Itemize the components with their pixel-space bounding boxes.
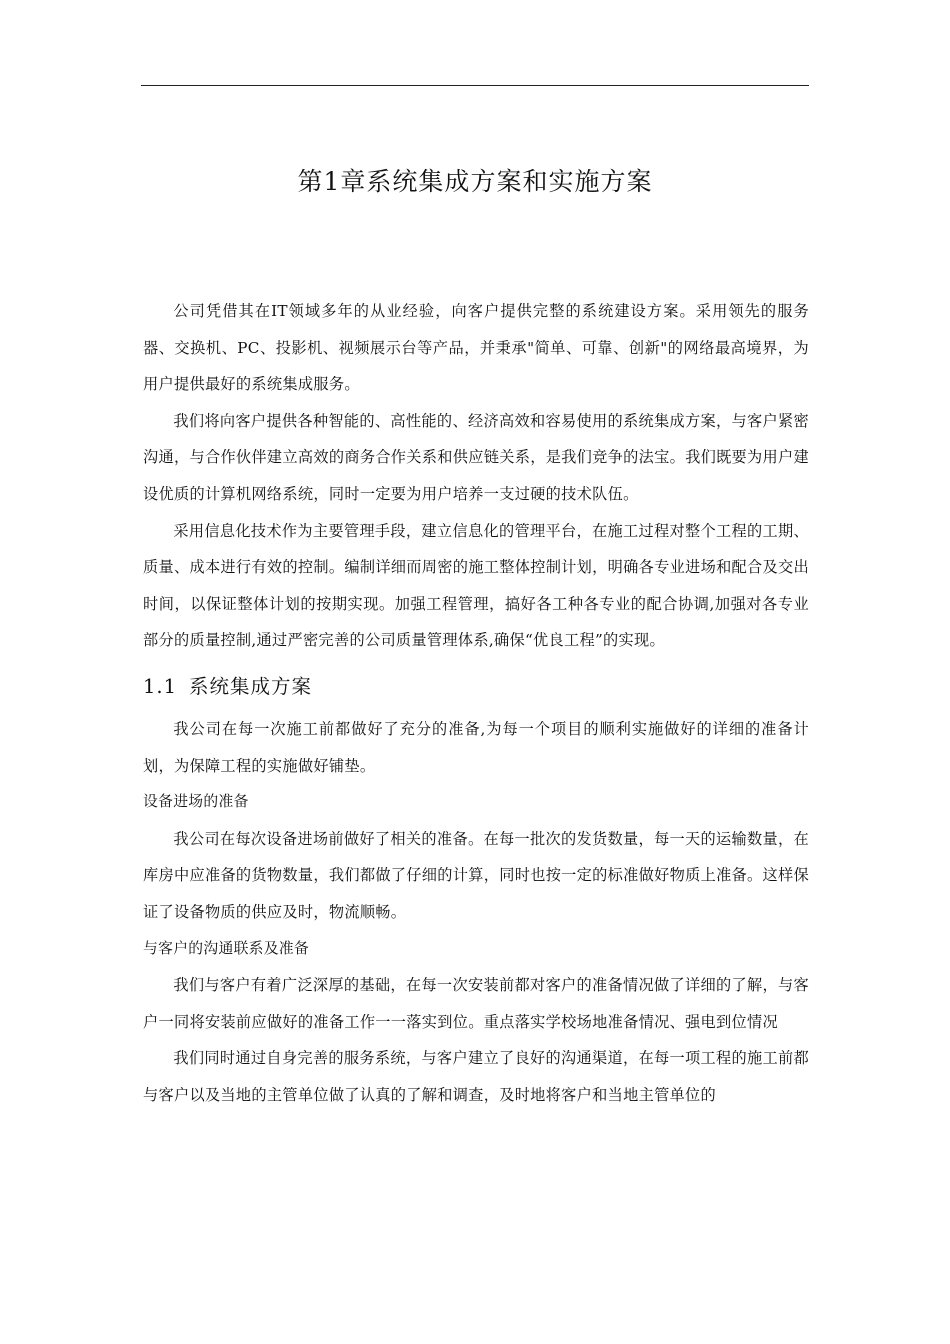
customer-communication-paragraph-2: 我们同时通过自身完善的服务系统，与客户建立了良好的沟通渠道，在每一项工程的施工前都与客户以及当地的主管单位做了认真的了解和调查，及时地将客户和当地主管单位的 bbox=[143, 1049, 809, 1104]
customer-communication-paragraph-1: 我们与客户有着广泛深厚的基础，在每一次安装前都对客户的准备情况做了详细的了解，与客户一同将安装前应做好的准备工作一一落实到位。重点落实学校场地准备情况、强电到位情况 bbox=[143, 976, 809, 1031]
subheading-customer-communication: 与客户的沟通联系及准备 bbox=[143, 939, 310, 957]
section-heading bbox=[143, 667, 809, 707]
intro-paragraph-3: 采用信息化技术作为主要管理手段，建立信息化的管理平台，在施工过程对整个工程的工期、质量、成本进行有效的控制。编制详细而周密的施工整体控制计划，明确各专业进场和配合及交出时间，以保证整体计划的按期实现。加强工程管理，搞好各工种各专业的配合协调,加强对各专业部分的质量控制,通过严密完善的公司质量管理体系,确保“优良工程”的实现。 bbox=[143, 521, 809, 650]
intro-paragraph-2: 我们将向客户提供各种智能的、高性能的、经济高效和容易使用的系统集成方案，与客户紧密沟通，与合作伙伴建立高效的商务合作关系和供应链关系，是我们竞争的法宝。我们既要为用户建设优质的计算机网络系统，同时一定要为用户培养一支过硬的技术队伍。 bbox=[143, 411, 809, 503]
header-rule bbox=[141, 85, 809, 86]
section-number: 1.1 bbox=[143, 674, 178, 698]
subheading-equipment-preparation: 设备进场的准备 bbox=[143, 793, 249, 811]
intro-paragraph-1: 公司凭借其在IT领域多年的从业经验，向客户提供完整的系统建设方案。采用领先的服务器、交换机、PC、投影机、视频展示台等产品，并秉承"简单、可靠、创新"的网络最高境界，为用户提供最好的系统集成服务。 bbox=[143, 302, 809, 394]
equipment-preparation-paragraph: 我公司在每次设备进场前做好了相关的准备。在每一批次的发货数量，每一天的运输数量，在库房中应准备的货物数量，我们都做了仔细的计算，同时也按一定的标准做好物质上准备。这样保证了设备物质的供应及时，物流顺畅。 bbox=[143, 829, 809, 921]
section-title: 系统集成方案 bbox=[189, 674, 313, 698]
chapter-title: 第1章系统集成方案和实施方案 bbox=[297, 167, 653, 196]
section-intro-paragraph: 我公司在每一次施工前都做好了充分的准备,为每一个项目的顺利实施做好的详细的准备计划，为保障工程的实施做好铺垫。 bbox=[143, 719, 809, 775]
document-body bbox=[143, 293, 809, 1113]
